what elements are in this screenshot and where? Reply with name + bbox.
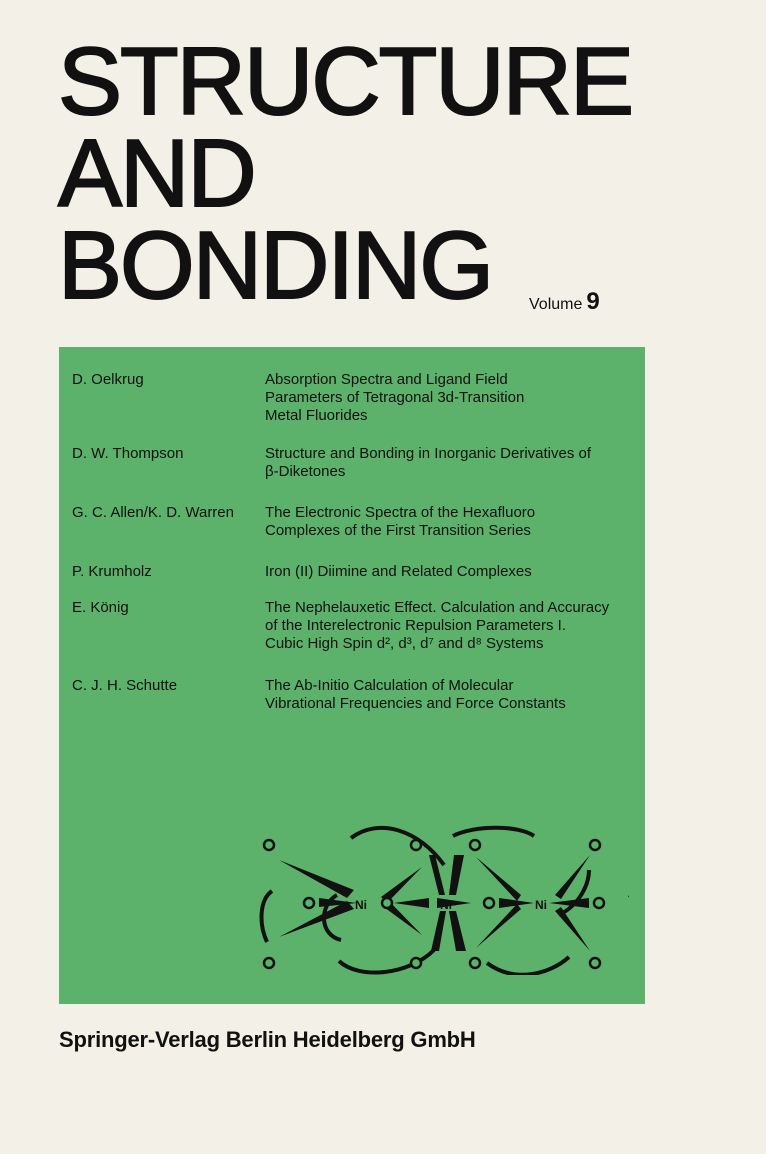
ni-atom-label: Ni — [355, 898, 367, 912]
oxygen-atom — [411, 840, 421, 850]
volume-text: Volume — [529, 296, 583, 313]
paper-title — [265, 677, 641, 713]
publisher-name: Springer-Verlag Berlin Heidelberg GmbH — [59, 1027, 476, 1052]
title-line-and: AND — [58, 120, 255, 227]
paper-title-line: Absorption Spectra and Ligand Field — [265, 371, 508, 388]
paper-title-line: Iron (II) Diimine and Related Complexes — [265, 563, 532, 580]
oxygen-atom — [470, 840, 480, 850]
oxygen-atom — [594, 898, 604, 908]
title-line-structure: STRUCTURE — [58, 28, 632, 135]
ni-atom-label: Ni — [535, 898, 547, 912]
paper-title — [265, 371, 641, 425]
paper-title — [265, 445, 641, 481]
author-name: E. König — [72, 599, 129, 616]
paper-title — [265, 599, 641, 653]
oxygen-atom — [264, 840, 274, 850]
oxygen-atom — [470, 958, 480, 968]
paper-title — [265, 563, 641, 581]
paper-title-line: β-Diketones — [265, 463, 346, 480]
ni-atom-label: Ni — [440, 898, 452, 912]
author-name: D. W. Thompson — [72, 445, 184, 462]
paper-title — [265, 504, 641, 540]
oxygen-atom — [411, 958, 421, 968]
volume-label — [529, 288, 600, 316]
paper-title-line: of the Interelectronic Repulsion Parameters I. — [265, 617, 566, 634]
paper-title-line: Complexes of the First Transition Series — [265, 522, 531, 539]
paper-title-line: Vibrational Frequencies and Force Constants — [265, 695, 566, 712]
oxygen-atom — [382, 898, 392, 908]
volume-number: 9 — [586, 288, 600, 315]
author-name: G. C. Allen/K. D. Warren — [72, 504, 234, 521]
trinickel-complex-structure-diagram — [259, 825, 629, 975]
paper-title-line: The Electronic Spectra of the Hexafluoro — [265, 504, 536, 521]
oxygen-atom — [590, 840, 600, 850]
title-line-bonding: BONDING — [58, 212, 493, 319]
author-name: P. Krumholz — [72, 563, 152, 580]
paper-title-line: The Nephelauxetic Effect. Calculation and Accuracy — [265, 599, 610, 616]
oxygen-atom — [304, 898, 314, 908]
paper-title-line: Structure and Bonding in Inorganic Derivatives of — [265, 445, 592, 462]
author-name: C. J. H. Schutte — [72, 677, 178, 694]
book-title — [58, 28, 632, 319]
author-name: D. Oelkrug — [72, 371, 144, 388]
paper-title-line: The Ab-Initio Calculation of Molecular — [265, 677, 514, 694]
paper-title-line: Cubic High Spin d², d³, d⁷ and d⁸ Systems — [265, 635, 544, 652]
contents-panel — [59, 347, 645, 1004]
oxygen-atom — [590, 958, 600, 968]
oxygen-atom — [264, 958, 274, 968]
paper-title-line: Parameters of Tetragonal 3d-Transition — [265, 389, 525, 406]
paper-title-line: Metal Fluorides — [265, 407, 368, 424]
oxygen-atom — [484, 898, 494, 908]
